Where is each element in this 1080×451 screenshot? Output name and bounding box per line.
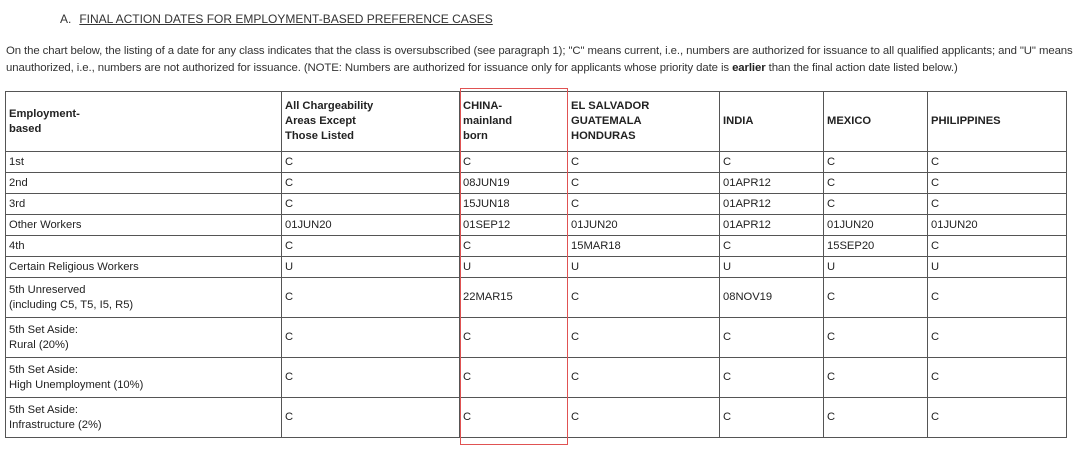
table-cell: C xyxy=(282,152,460,173)
table-cell: 01JUN20 xyxy=(282,215,460,236)
header-line: mainland xyxy=(463,115,513,127)
row-label-line: Rural (20%) xyxy=(9,338,69,351)
table-row xyxy=(6,278,1067,318)
row-label-line: 1st xyxy=(9,155,24,168)
table-cell: U xyxy=(460,257,568,278)
table-row xyxy=(6,236,1067,257)
row-label-line: Certain Religious Workers xyxy=(9,260,139,273)
intro-paragraph xyxy=(6,43,1076,77)
table-cell: 08JUN19 xyxy=(460,173,568,194)
table-cell: U xyxy=(568,257,720,278)
row-label-line: 5th Unreserved xyxy=(9,283,86,296)
table-cell: C xyxy=(282,358,460,398)
row-label-line: 3rd xyxy=(9,197,26,210)
table-cell: 01JUN20 xyxy=(568,215,720,236)
table-row xyxy=(6,215,1067,236)
table-cell: 15JUN18 xyxy=(460,194,568,215)
intro-emphasis: earlier xyxy=(732,62,766,74)
intro-text-part1: On the chart below, the listing of a date for any class indicates that the class is oversubscribed (see paragraph 1); "C" means current, i.e., numbers are authorized for issuance to all qualified applicants; and "U" means unauthorized, i.e., numbers are not authorized for issuance. (NOTE: Numbers are authorized for issuance only for applicants whose priority date is xyxy=(6,45,1073,74)
row-label-line: 5th Set Aside: xyxy=(9,363,79,376)
table-cell: 08NOV19 xyxy=(720,278,824,318)
table-row xyxy=(6,398,1067,438)
final-action-dates-table xyxy=(5,91,1067,438)
table-cell: C xyxy=(282,173,460,194)
header-line: Areas Except xyxy=(285,115,356,127)
table-cell: C xyxy=(460,152,568,173)
table-cell: C xyxy=(720,152,824,173)
header-china-mainland xyxy=(460,92,568,152)
header-philippines xyxy=(928,92,1067,152)
header-el-salvador-guatemala-honduras xyxy=(568,92,720,152)
table-row xyxy=(6,152,1067,173)
table-cell: C xyxy=(282,194,460,215)
table-cell: C xyxy=(282,318,460,358)
table-cell: C xyxy=(928,173,1067,194)
table-cell: C xyxy=(568,194,720,215)
table-body xyxy=(6,152,1067,438)
row-label xyxy=(6,318,282,358)
header-line: INDIA xyxy=(723,115,754,127)
table-cell: C xyxy=(460,358,568,398)
table-cell: C xyxy=(928,152,1067,173)
table-cell: C xyxy=(824,152,928,173)
table-cell: C xyxy=(928,398,1067,438)
header-line: All Chargeability xyxy=(285,100,374,112)
row-label-line: Other Workers xyxy=(9,218,82,231)
table-cell: 01APR12 xyxy=(720,194,824,215)
row-label xyxy=(6,215,282,236)
table-cell: C xyxy=(568,398,720,438)
table-cell: C xyxy=(928,194,1067,215)
table-cell: C xyxy=(928,278,1067,318)
table-cell: C xyxy=(460,398,568,438)
intro-text-part2: than the final action date listed below.) xyxy=(765,62,958,74)
table-cell: U xyxy=(720,257,824,278)
section-heading xyxy=(60,12,493,26)
row-label xyxy=(6,257,282,278)
row-label xyxy=(6,358,282,398)
header-line: MEXICO xyxy=(827,115,872,127)
row-label-line: High Unemployment (10%) xyxy=(9,378,144,391)
table-cell: C xyxy=(460,236,568,257)
table-cell: C xyxy=(928,318,1067,358)
table-row xyxy=(6,358,1067,398)
table-cell: C xyxy=(720,236,824,257)
table-cell: 01JUN20 xyxy=(928,215,1067,236)
table-cell: C xyxy=(824,194,928,215)
header-line: Those Listed xyxy=(285,130,354,142)
table-cell: 15MAR18 xyxy=(568,236,720,257)
table-cell: C xyxy=(460,318,568,358)
table-cell: C xyxy=(928,358,1067,398)
table-cell: C xyxy=(568,278,720,318)
table-cell: C xyxy=(568,152,720,173)
table-cell: 01APR12 xyxy=(720,215,824,236)
table-cell: C xyxy=(282,236,460,257)
section-title: FINAL ACTION DATES FOR EMPLOYMENT-BASED PREFERENCE CASES xyxy=(79,12,493,26)
table-cell: 01JUN20 xyxy=(824,215,928,236)
table-cell: C xyxy=(720,358,824,398)
table-cell: 01APR12 xyxy=(720,173,824,194)
header-line: Employment- xyxy=(9,107,80,120)
table-cell: C xyxy=(824,173,928,194)
table-cell: C xyxy=(720,318,824,358)
row-label-line: (including C5, T5, I5, R5) xyxy=(9,298,134,311)
header-line: GUATEMALA xyxy=(571,115,642,127)
row-label xyxy=(6,398,282,438)
table-cell: C xyxy=(824,278,928,318)
header-line: EL SALVADOR xyxy=(571,100,650,112)
header-india xyxy=(720,92,824,152)
table-cell: C xyxy=(928,236,1067,257)
table-cell: U xyxy=(824,257,928,278)
row-label xyxy=(6,152,282,173)
table-row xyxy=(6,173,1067,194)
header-mexico xyxy=(824,92,928,152)
table-cell: C xyxy=(720,398,824,438)
header-all-chargeability xyxy=(282,92,460,152)
header-line: based xyxy=(9,122,42,135)
table-header-row xyxy=(6,92,1067,152)
row-label-line: Infrastructure (2%) xyxy=(9,418,102,431)
table-row xyxy=(6,257,1067,278)
row-label xyxy=(6,236,282,257)
row-label-line: 2nd xyxy=(9,176,28,189)
header-line: HONDURAS xyxy=(571,130,636,142)
row-label xyxy=(6,194,282,215)
row-label-line: 5th Set Aside: xyxy=(9,403,79,416)
table-cell: 22MAR15 xyxy=(460,278,568,318)
row-label xyxy=(6,278,282,318)
header-line: PHILIPPINES xyxy=(931,115,1001,127)
row-label-line: 4th xyxy=(9,239,25,252)
table-cell: C xyxy=(568,318,720,358)
table-cell: 15SEP20 xyxy=(824,236,928,257)
header-line: born xyxy=(463,130,488,142)
row-label-line: 5th Set Aside: xyxy=(9,323,79,336)
table-cell: C xyxy=(282,278,460,318)
table-cell: C xyxy=(824,358,928,398)
table-row xyxy=(6,318,1067,358)
table-cell: C xyxy=(568,173,720,194)
header-employment-based xyxy=(6,92,282,152)
table-row xyxy=(6,194,1067,215)
table-cell: C xyxy=(282,398,460,438)
table-cell: C xyxy=(824,398,928,438)
table-cell: U xyxy=(928,257,1067,278)
section-letter: A. xyxy=(60,12,72,26)
table-cell: C xyxy=(568,358,720,398)
table-cell: U xyxy=(282,257,460,278)
table-cell: C xyxy=(824,318,928,358)
table-cell: 01SEP12 xyxy=(460,215,568,236)
row-label xyxy=(6,173,282,194)
header-line: CHINA- xyxy=(463,100,503,112)
